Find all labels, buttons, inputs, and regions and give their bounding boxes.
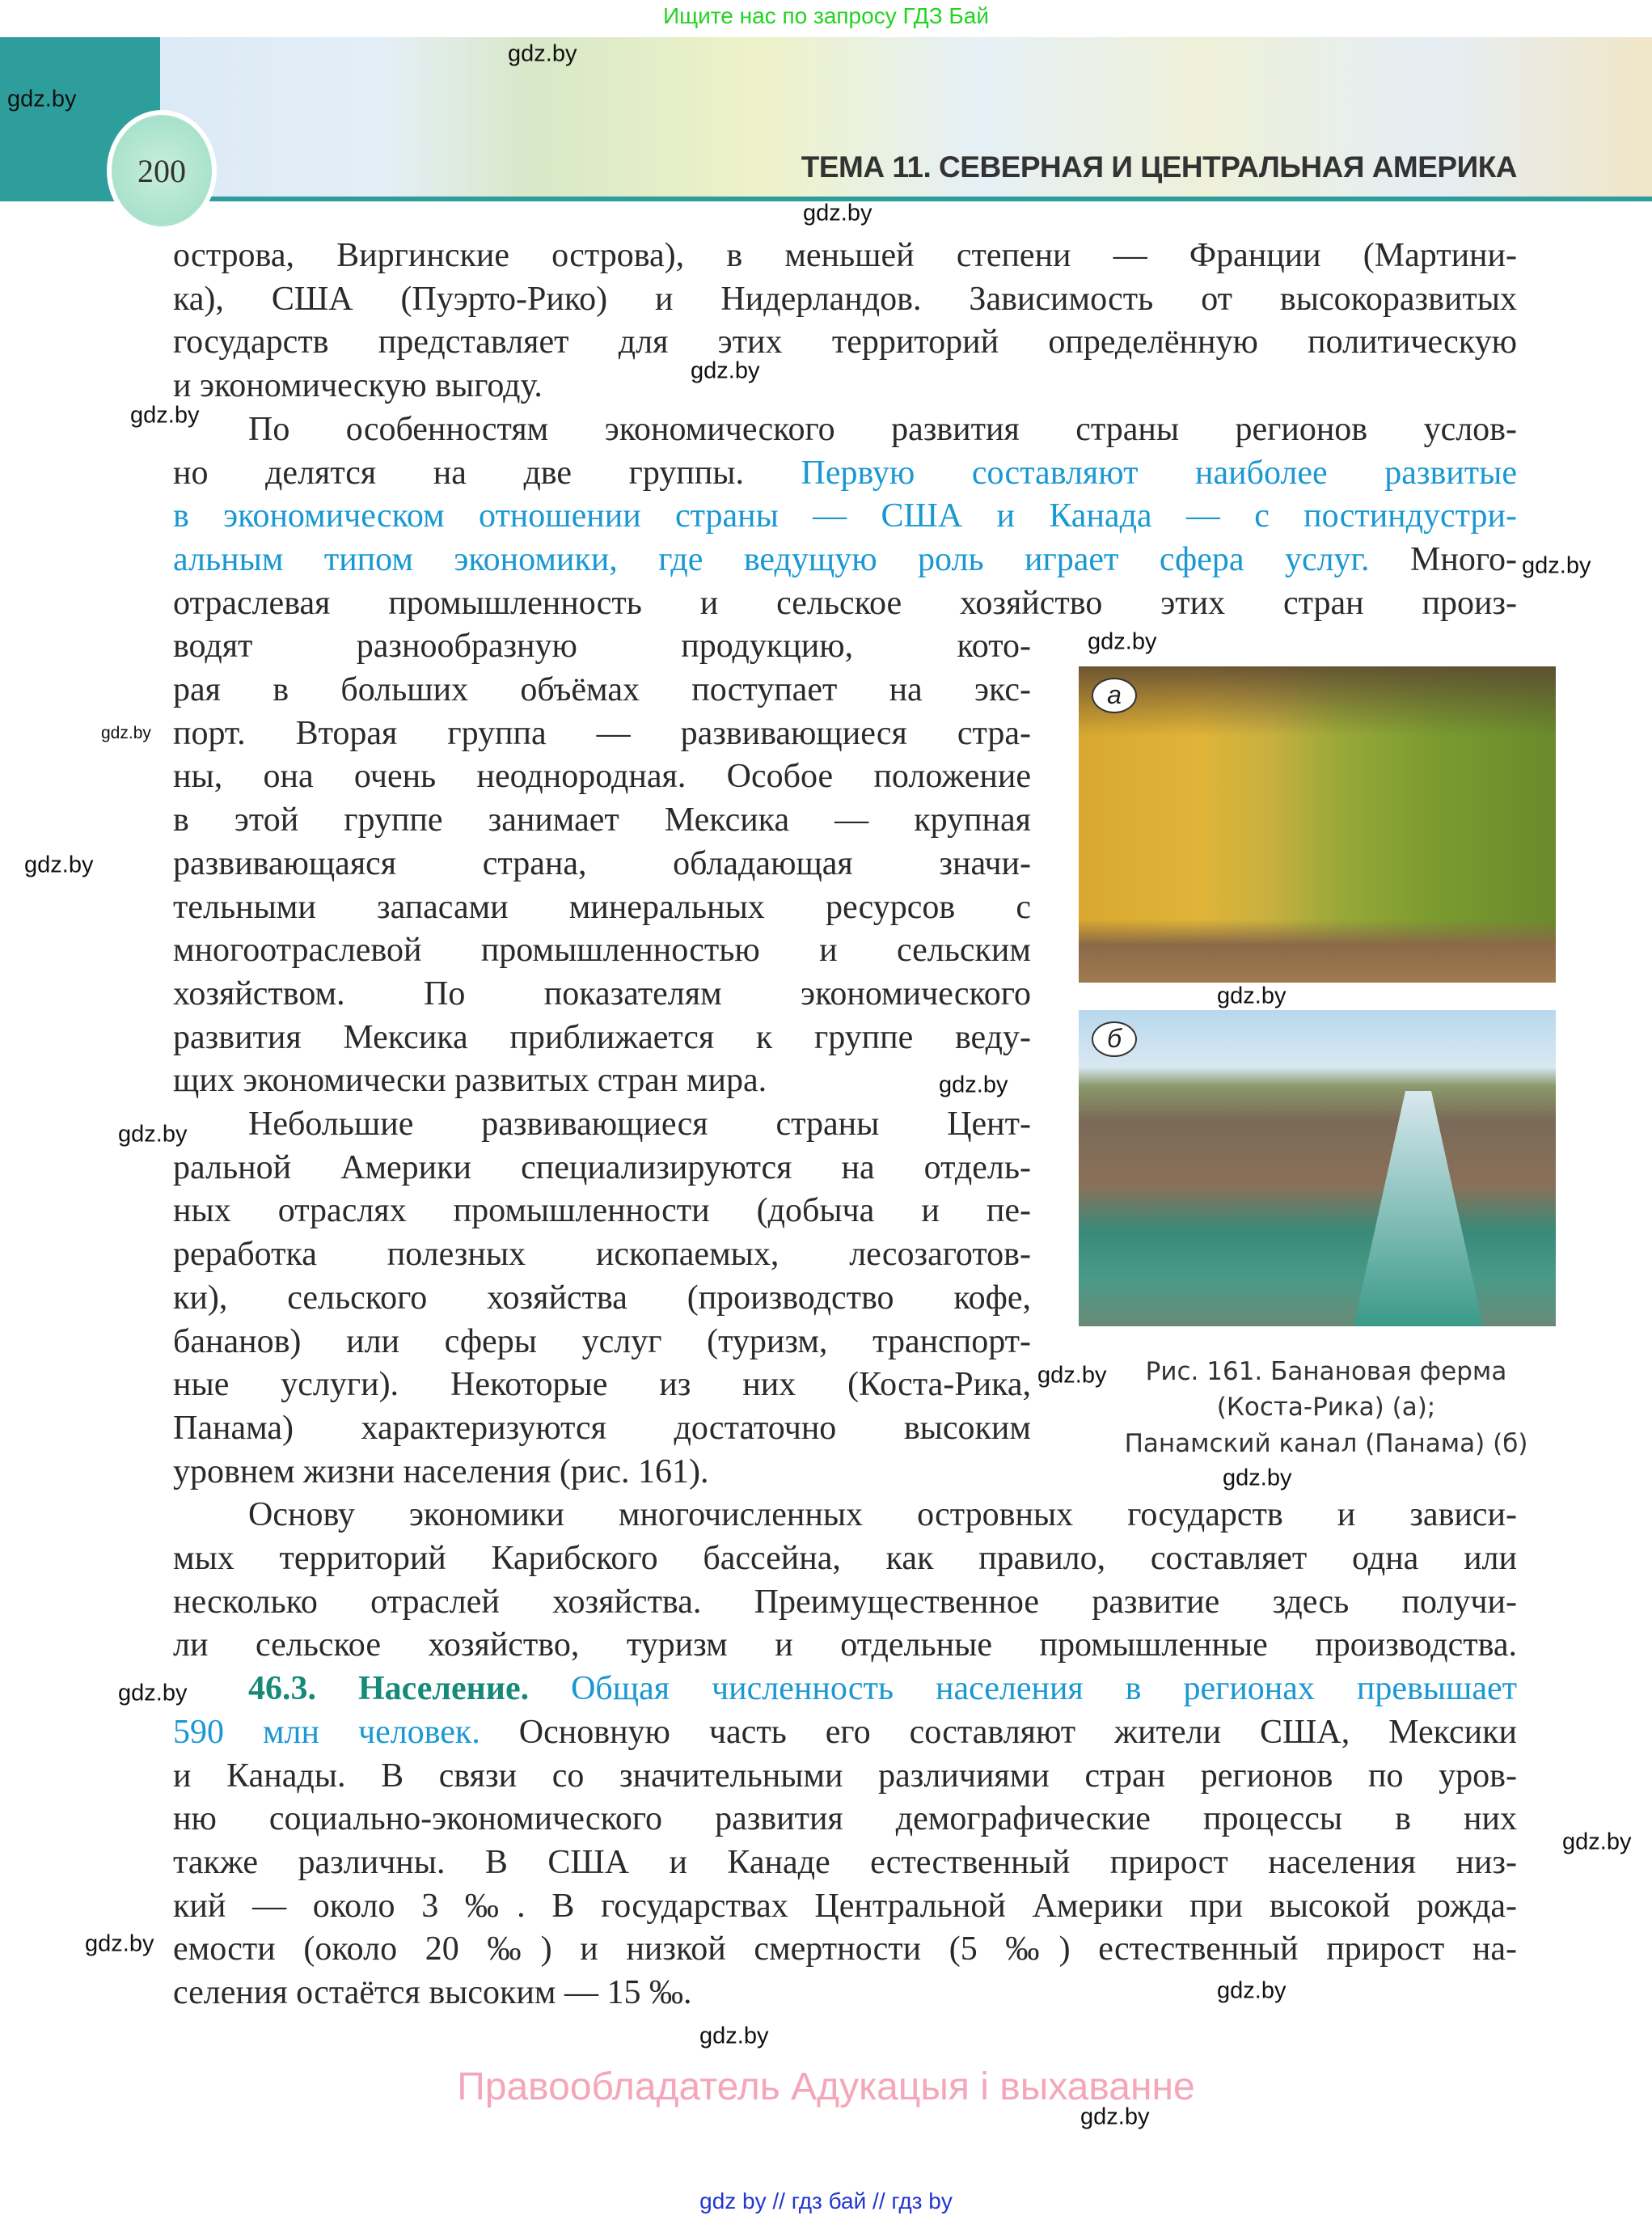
text-line [173,320,1517,364]
text-segment: в этой группе занимает Мексика — крупная [173,801,1031,839]
text-segment: реработка полезных ископаемых, лесозаготов- [173,1236,1031,1274]
text-segment: ки), сельского хозяйства (производство кофе, [173,1279,1031,1317]
text-line [173,1016,1031,1059]
text-line [248,1667,1517,1710]
text-segment: также различны. В США и Канаде естественный прирост населения низ- [173,1843,1517,1881]
text-line [173,1623,1517,1667]
text-line [173,1927,1517,1971]
watermark: gdz.by [1562,1829,1632,1855]
text-line [173,1841,1517,1884]
watermark: gdz.by [1080,2103,1150,2130]
text-line [173,712,1031,755]
page-number: 200 [107,110,217,231]
text-segment: Панама) характеризуются достаточно высоким [173,1409,1031,1447]
text-segment: мых территорий Карибского бассейна, как правило, составляет одна или [173,1540,1517,1577]
text-line [173,1754,1517,1798]
text-line [173,451,1517,495]
figure-caption-line: Рис. 161. Банановая ферма [1145,1357,1507,1386]
text-segment: Много- [1369,540,1517,578]
watermark: gdz.by [130,402,200,429]
watermark: gdz.by [1217,1977,1287,2004]
text-line [173,494,1517,538]
text-line [173,972,1031,1016]
text-segment: ли сельское хозяйство, туризм и отдельные промышленные производства. [173,1626,1517,1664]
text-line [173,1320,1031,1364]
text-line [173,234,1517,277]
watermark: gdz.by [1223,1465,1292,1491]
text-segment: рая в больших объёмах поступает на экс- [173,671,1031,708]
highlighted-text: Первую составляют наиболее развитые [801,454,1517,492]
text-segment: емости (около 20 ‰) и низкой смертности (5 ‰) естественный прирост на- [173,1930,1517,1968]
text-segment: Небольшие развивающиеся страны Цент- [248,1106,1031,1143]
watermark: gdz.by [691,357,760,384]
text-segment: ных отраслях промышленности (добыча и пе- [173,1192,1031,1230]
text-segment: развития Мексика приближается к группе веду- [173,1018,1031,1056]
text-segment: ные услуги). Некоторые из них (Коста-Рика, [173,1366,1031,1404]
text-segment: государств представляет для этих территорий определённую политическую [173,323,1517,362]
highlighted-text: в экономическом отношении страны — США и Канада — с постиндустри- [173,497,1517,535]
text-line [248,1102,1031,1146]
text-line [173,1797,1517,1841]
text-line [173,842,1031,886]
watermark: gdz.by [118,1680,188,1706]
highlighted-text: 590 млн человек. [173,1713,480,1751]
text-segment: ню социально-экономического развития демографические процессы в них [173,1800,1517,1838]
text-segment: кий — около 3 ‰. В государствах Центральной Америки при высокой рожда- [173,1887,1517,1925]
text-segment: отраслевая промышленность и сельское хозяйство этих стран произ- [173,584,1517,622]
text-line [173,1537,1517,1580]
photo-label-b: б [1092,1021,1137,1057]
watermark: gdz.by [118,1121,188,1148]
text-segment: Основу экономики многочисленных островных государств и зависи- [248,1496,1517,1534]
text-line [173,668,1031,712]
watermark: gdz.by [7,86,77,112]
text-segment: По особенностям экономического развития страны регионов услов- [248,410,1517,448]
canal-water [1354,1091,1483,1326]
text-segment: но делятся на две группы. [173,454,801,492]
text-segment: ны, она очень неоднородная. Особое положение [173,758,1031,796]
section-heading: 46.3. Население. [248,1670,530,1708]
text-line [248,1493,1517,1537]
watermark: gdz.by [1522,552,1591,579]
text-segment: ральной Америки специализируются на отдель- [173,1148,1031,1186]
text-line [173,277,1517,321]
footer-links[interactable]: gdz by // гдз бай // гдз by [699,2188,953,2213]
text-segment: хозяйством. По показателям экономического [173,975,1031,1013]
text-line [173,1276,1031,1320]
text-line [173,886,1031,929]
text-segment: и экономическую выгоду. [173,367,543,405]
text-line [173,798,1031,842]
text-segment: водят разнообразную продукцию, кото- [173,628,1031,666]
text-segment: бананов) или сферы услуг (туризм, транспорт- [173,1322,1031,1360]
banana-farm-photo [1079,666,1556,983]
text-line [173,1450,1031,1494]
search-banner: Ищите нас по запросу ГДЗ Бай [662,3,990,28]
watermark: gdz.by [803,200,872,226]
watermark: gdz.by [1088,628,1157,655]
text-line [173,1971,1517,2015]
text-line [173,364,1517,408]
text-line [173,1146,1031,1190]
text-line [173,1580,1517,1624]
text-line [173,1710,1517,1754]
watermark: gdz.by [699,2023,769,2049]
text-line [173,1189,1031,1233]
highlighted-text: Общая численность населения в регионах превышает [529,1670,1517,1708]
watermark: gdz.by [939,1072,1008,1098]
text-segment: тельными запасами минеральных ресурсов с [173,888,1031,926]
text-line [173,928,1031,972]
text-line [173,581,1517,625]
text-line [173,1363,1031,1406]
text-line [173,1884,1517,1928]
text-line [173,538,1517,581]
copyright-notice: Правообладатель Адукацыя і выхаванне [457,2065,1195,2108]
watermark: gdz.by [24,852,94,878]
watermark: gdz.by [101,724,151,742]
text-line [173,624,1031,668]
watermark: gdz.by [1037,1362,1107,1389]
text-line [248,408,1517,451]
chapter-title: ТЕМА 11. СЕВЕРНАЯ И ЦЕНТРАЛЬНАЯ АМЕРИКА [801,150,1517,184]
text-segment: и Канады. В связи со значительными различиями стран регионов по уров- [173,1757,1517,1795]
photo-label-a: а [1092,678,1137,713]
watermark: gdz.by [508,40,577,67]
text-segment: несколько отраслей хозяйства. Преимущественное развитие здесь получи- [173,1583,1517,1621]
text-segment: селения остаётся высоким — 15 ‰. [173,1974,692,2011]
text-segment: щих экономически развитых стран мира. [173,1062,767,1100]
text-segment: Основную часть его составляют жители США, Мексики [480,1713,1518,1751]
watermark: gdz.by [1217,983,1287,1009]
figure-caption-line: Панамский канал (Панама) (б) [1124,1429,1528,1458]
text-line [173,755,1031,798]
figure-caption-line: (Коста-Рика) (а); [1216,1393,1436,1422]
panama-canal-photo [1079,1010,1556,1326]
text-segment: порт. Вторая группа — развивающиеся стра- [173,714,1031,752]
text-segment: ка), США (Пуэрто-Рико) и Нидерландов. Зависимость от высокоразвитых [173,280,1517,318]
text-segment: острова, Виргинские острова), в меньшей степени — Франции (Мартини- [173,237,1517,274]
highlighted-text: альным типом экономики, где ведущую роль играет сфера услуг. [173,540,1370,578]
text-line [173,1406,1031,1450]
text-segment: развивающаяся страна, обладающая значи- [173,844,1031,882]
text-line [173,1059,1031,1102]
text-line [173,1233,1031,1276]
text-segment: уровнем жизни населения (рис. 161). [173,1452,709,1490]
text-segment: многоотраслевой промышленностью и сельским [173,932,1031,970]
watermark: gdz.by [85,1930,154,1957]
